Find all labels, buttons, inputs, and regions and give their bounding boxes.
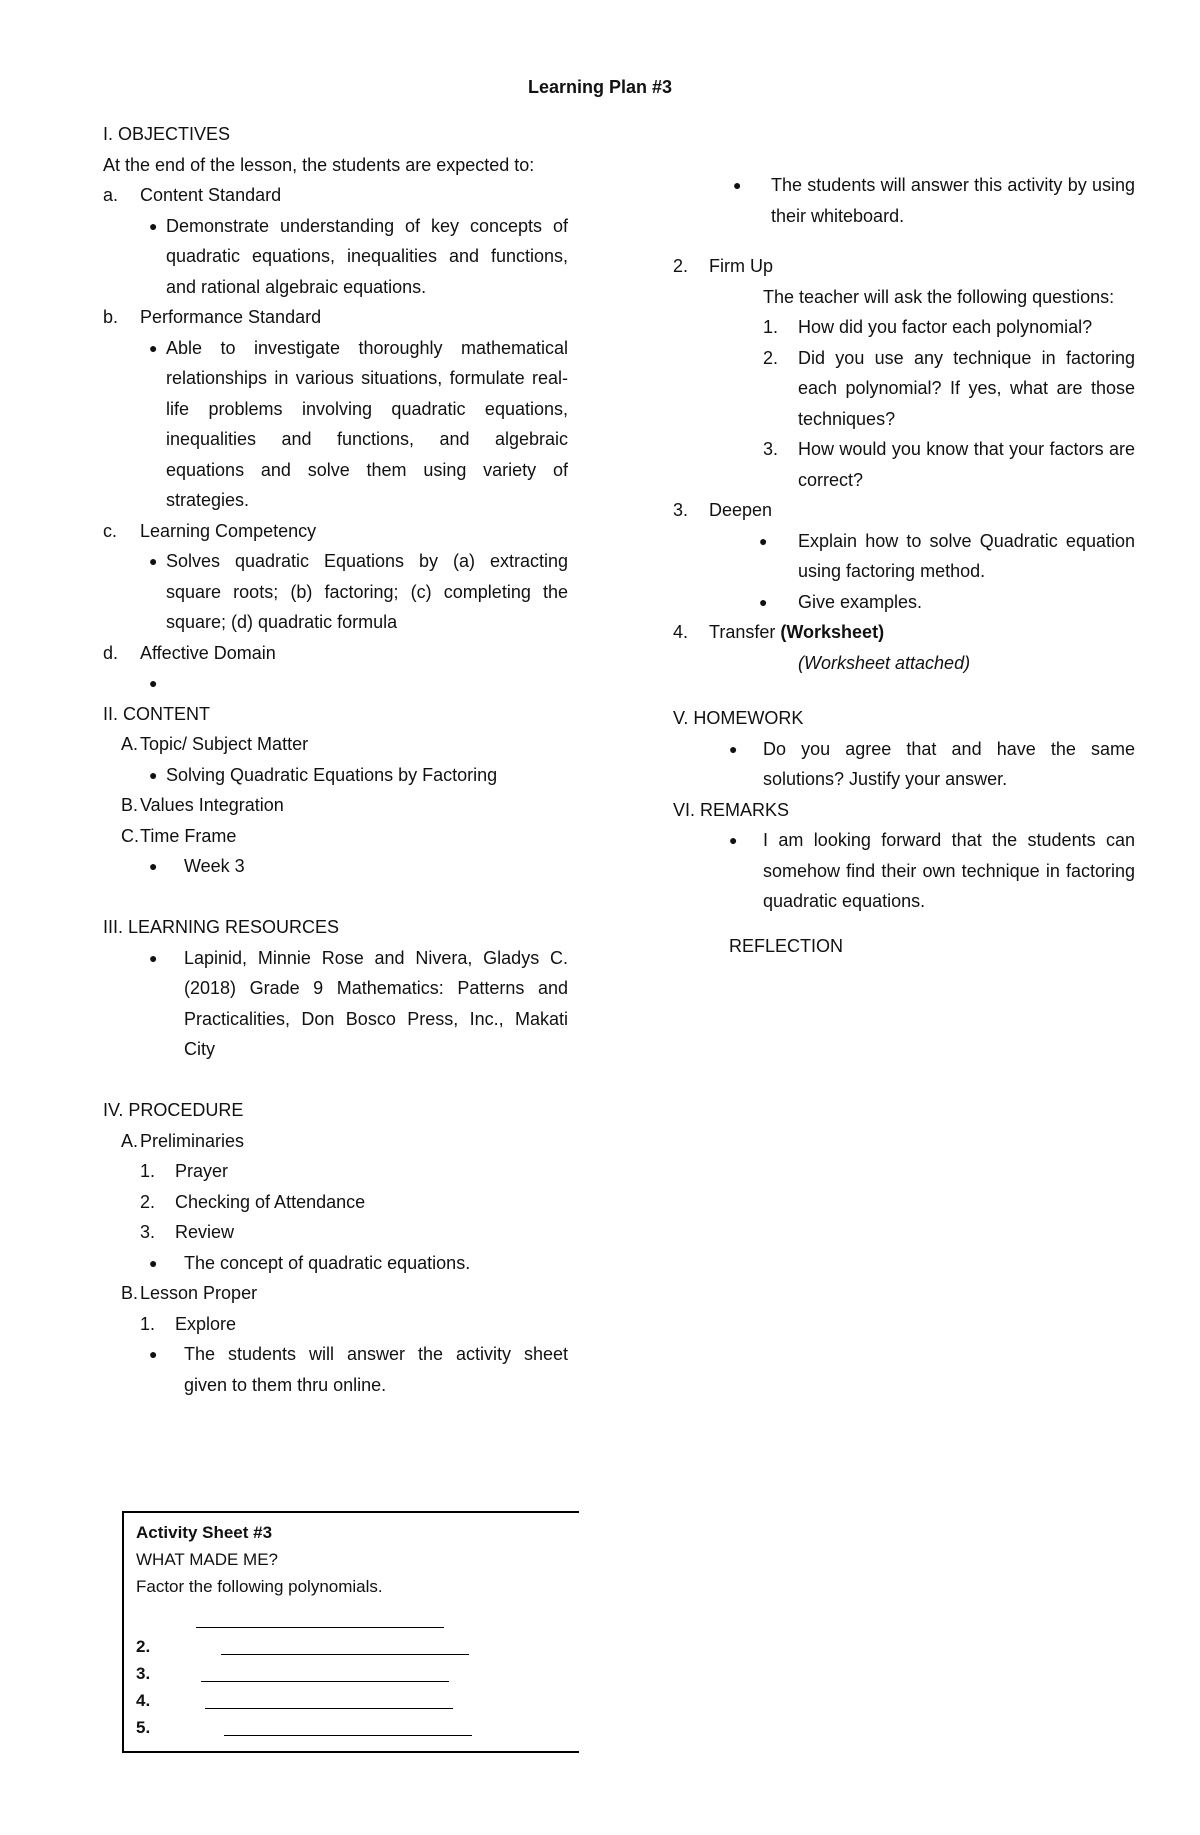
step-label: Explore bbox=[175, 1313, 237, 1334]
bullet-icon: ● bbox=[149, 766, 158, 783]
bullet-text: Lapinid, Minnie Rose and Nivera, Gladys C. (2018) Grade 9 Mathematics: Patterns and Practicalities, Don Bosco Press, Inc., Makati City bbox=[184, 947, 568, 1059]
bullet-icon: ● bbox=[149, 858, 158, 874]
activity-title: Activity Sheet #3 bbox=[136, 1523, 273, 1542]
answer-line[interactable] bbox=[205, 1694, 453, 1709]
bullet-text: Able to investigate thoroughly mathematical relationships in various situations, formulate real-life problems involving quadratic equations, inequalities and functions, and algebraic equations and solve them using variety of strategies. bbox=[166, 337, 568, 510]
content-c bbox=[103, 821, 568, 852]
bullet-icon: ● bbox=[149, 339, 158, 356]
bullet-text: Do you agree that and have the same solutions? Justify your answer. bbox=[763, 738, 1135, 789]
whiteboard-bullet bbox=[673, 170, 1135, 231]
spacer bbox=[673, 678, 1135, 703]
bullet-text: Solving Quadratic Equations by Factoring bbox=[166, 764, 498, 785]
procedure-label: Preliminaries bbox=[140, 1130, 245, 1151]
step-label: Deepen bbox=[709, 500, 773, 520]
objective-label: Content Standard bbox=[140, 185, 282, 205]
objective-d-bullet bbox=[103, 668, 568, 699]
answer-line[interactable] bbox=[196, 1613, 444, 1628]
procedure-a bbox=[103, 1126, 568, 1157]
list-marker: 3. bbox=[763, 439, 779, 459]
list-marker: 1. bbox=[763, 317, 779, 337]
bullet-icon: ● bbox=[759, 593, 768, 610]
bullet-text: Give examples. bbox=[798, 591, 923, 612]
list-marker: 1. bbox=[140, 1313, 156, 1334]
list-marker: 4. bbox=[673, 622, 689, 642]
remarks-bullet bbox=[673, 825, 1135, 917]
transfer-note: (Worksheet attached) bbox=[798, 652, 971, 673]
list-marker: 2. bbox=[140, 1191, 156, 1212]
list-marker: d. bbox=[103, 642, 119, 663]
content-label: Values Integration bbox=[140, 795, 284, 815]
objective-a-bullet bbox=[103, 211, 568, 303]
objective-label: Affective Domain bbox=[140, 642, 276, 663]
question-text: How would you know that your factors are correct? bbox=[798, 439, 1135, 490]
bullet-text: The students will answer the activity sheet given to them thru online. bbox=[184, 1344, 568, 1395]
item-number: 5. bbox=[136, 1718, 151, 1737]
firmup-intro: The teacher will ask the following questions: bbox=[763, 286, 1115, 307]
content-label: Time Frame bbox=[140, 825, 237, 846]
firmup-question-2 bbox=[673, 343, 1135, 435]
list-marker: B. bbox=[121, 795, 139, 815]
procedure-step-2 bbox=[103, 1187, 568, 1218]
firmup-step bbox=[673, 251, 1135, 282]
activity-item-3 bbox=[136, 1660, 567, 1687]
firmup-question-1 bbox=[673, 312, 1135, 343]
procedure-step-1 bbox=[103, 1156, 568, 1187]
bullet-icon: ● bbox=[149, 553, 158, 569]
bullet-text: Explain how to solve Quadratic equation using factoring method. bbox=[798, 530, 1135, 581]
content-b bbox=[103, 790, 568, 821]
procedure-step-3 bbox=[103, 1217, 568, 1248]
homework-heading: V. HOMEWORK bbox=[673, 708, 804, 728]
answer-line[interactable] bbox=[201, 1667, 449, 1682]
deepen-bullet-1 bbox=[673, 526, 1135, 587]
procedure-label: Lesson Proper bbox=[140, 1283, 258, 1303]
spacer bbox=[103, 1065, 568, 1096]
bullet-text: Week 3 bbox=[184, 856, 245, 876]
explore-step bbox=[103, 1309, 568, 1340]
content-a bbox=[103, 729, 568, 760]
list-marker: A. bbox=[121, 734, 139, 754]
left-column bbox=[103, 119, 568, 1400]
homework-bullet bbox=[673, 734, 1135, 795]
resources-bullet bbox=[103, 943, 568, 1065]
list-marker: 1. bbox=[140, 1161, 156, 1181]
deepen-step bbox=[673, 495, 1135, 526]
spacer bbox=[103, 882, 568, 913]
transfer-step bbox=[673, 617, 1135, 648]
objective-label: Performance Standard bbox=[140, 307, 322, 327]
list-marker: 2. bbox=[673, 256, 689, 276]
objective-c-bullet bbox=[103, 546, 568, 638]
procedure-heading: IV. PROCEDURE bbox=[103, 1100, 244, 1120]
list-marker: C. bbox=[121, 825, 139, 846]
bullet-text: I am looking forward that the students can somehow find their own technique in factoring quadratic equations. bbox=[763, 830, 1135, 911]
right-column bbox=[673, 170, 1135, 961]
bullet-icon: ● bbox=[759, 532, 768, 549]
list-marker: B. bbox=[121, 1283, 139, 1303]
content-a-bullet bbox=[103, 760, 568, 791]
bullet-icon: ● bbox=[149, 675, 158, 691]
step-label: Checking of Attendance bbox=[175, 1191, 366, 1212]
objective-a bbox=[103, 180, 568, 211]
list-marker: a. bbox=[103, 185, 119, 205]
bullet-icon: ● bbox=[733, 177, 742, 193]
activity-sheet-box bbox=[122, 1511, 579, 1753]
item-number: 3. bbox=[136, 1664, 151, 1683]
list-marker: 3. bbox=[673, 500, 689, 520]
firmup-question-3 bbox=[673, 434, 1135, 495]
activity-instruction: Factor the following polynomials. bbox=[136, 1577, 383, 1596]
bullet-icon: ● bbox=[729, 740, 738, 757]
list-marker: A. bbox=[121, 1130, 139, 1151]
activity-item-1 bbox=[136, 1606, 567, 1633]
deepen-bullet-2 bbox=[673, 587, 1135, 618]
item-number: 2. bbox=[136, 1637, 151, 1656]
list-marker: c. bbox=[103, 520, 118, 541]
bullet-icon: ● bbox=[149, 1254, 158, 1271]
bullet-icon: ● bbox=[149, 1346, 158, 1362]
explore-bullet bbox=[103, 1339, 568, 1400]
question-text: Did you use any technique in factoring each polynomial? If yes, what are those techniques? bbox=[798, 347, 1135, 429]
bullet-icon: ● bbox=[149, 217, 158, 234]
page-title: Learning Plan #3 bbox=[527, 77, 673, 97]
list-marker: 3. bbox=[140, 1222, 156, 1242]
content-label: Topic/ Subject Matter bbox=[140, 734, 309, 754]
procedure-b bbox=[103, 1278, 568, 1309]
objective-c bbox=[103, 516, 568, 547]
objective-label: Learning Competency bbox=[140, 520, 317, 541]
step-label: Review bbox=[175, 1222, 235, 1242]
step-label: Prayer bbox=[175, 1161, 229, 1181]
objective-b-bullet bbox=[103, 333, 568, 516]
remarks-heading: VI. REMARKS bbox=[673, 799, 790, 820]
step-label: Firm Up bbox=[709, 256, 773, 276]
review-bullet bbox=[103, 1248, 568, 1279]
reflection-heading: REFLECTION bbox=[729, 935, 844, 956]
answer-line[interactable] bbox=[224, 1721, 472, 1736]
answer-line[interactable] bbox=[221, 1640, 469, 1655]
bullet-text: The concept of quadratic equations. bbox=[184, 1252, 471, 1273]
content-heading: II. CONTENT bbox=[103, 703, 210, 724]
bullet-icon: ● bbox=[729, 832, 738, 848]
objective-b bbox=[103, 302, 568, 333]
activity-subtitle: WHAT MADE ME? bbox=[136, 1550, 278, 1569]
bullet-text: The students will answer this activity by using their whiteboard. bbox=[771, 175, 1135, 226]
question-text: How did you factor each polynomial? bbox=[798, 317, 1093, 337]
list-marker: b. bbox=[103, 307, 119, 327]
spacer bbox=[673, 231, 1135, 251]
list-marker: 2. bbox=[763, 347, 779, 368]
bullet-icon: ● bbox=[149, 949, 158, 966]
activity-item-4 bbox=[136, 1687, 567, 1714]
objective-d bbox=[103, 638, 568, 669]
objectives-heading: I. OBJECTIVES bbox=[103, 124, 231, 144]
step-label: Transfer bbox=[709, 622, 776, 642]
content-c-bullet bbox=[103, 851, 568, 882]
bullet-text: Demonstrate understanding of key concepts of quadratic equations, inequalities and functions, and rational algebraic equations. bbox=[166, 215, 568, 297]
resources-heading: III. LEARNING RESOURCES bbox=[103, 917, 340, 937]
transfer-worksheet: (Worksheet) bbox=[780, 622, 885, 642]
activity-item-2 bbox=[136, 1633, 567, 1660]
objectives-intro: At the end of the lesson, the students are expected to: bbox=[103, 154, 535, 175]
item-number: 4. bbox=[136, 1691, 151, 1710]
bullet-text: Solves quadratic Equations by (a) extracting square roots; (b) factoring; (c) completing the square; (d) quadratic formula bbox=[166, 551, 568, 632]
activity-item-5 bbox=[136, 1714, 567, 1741]
